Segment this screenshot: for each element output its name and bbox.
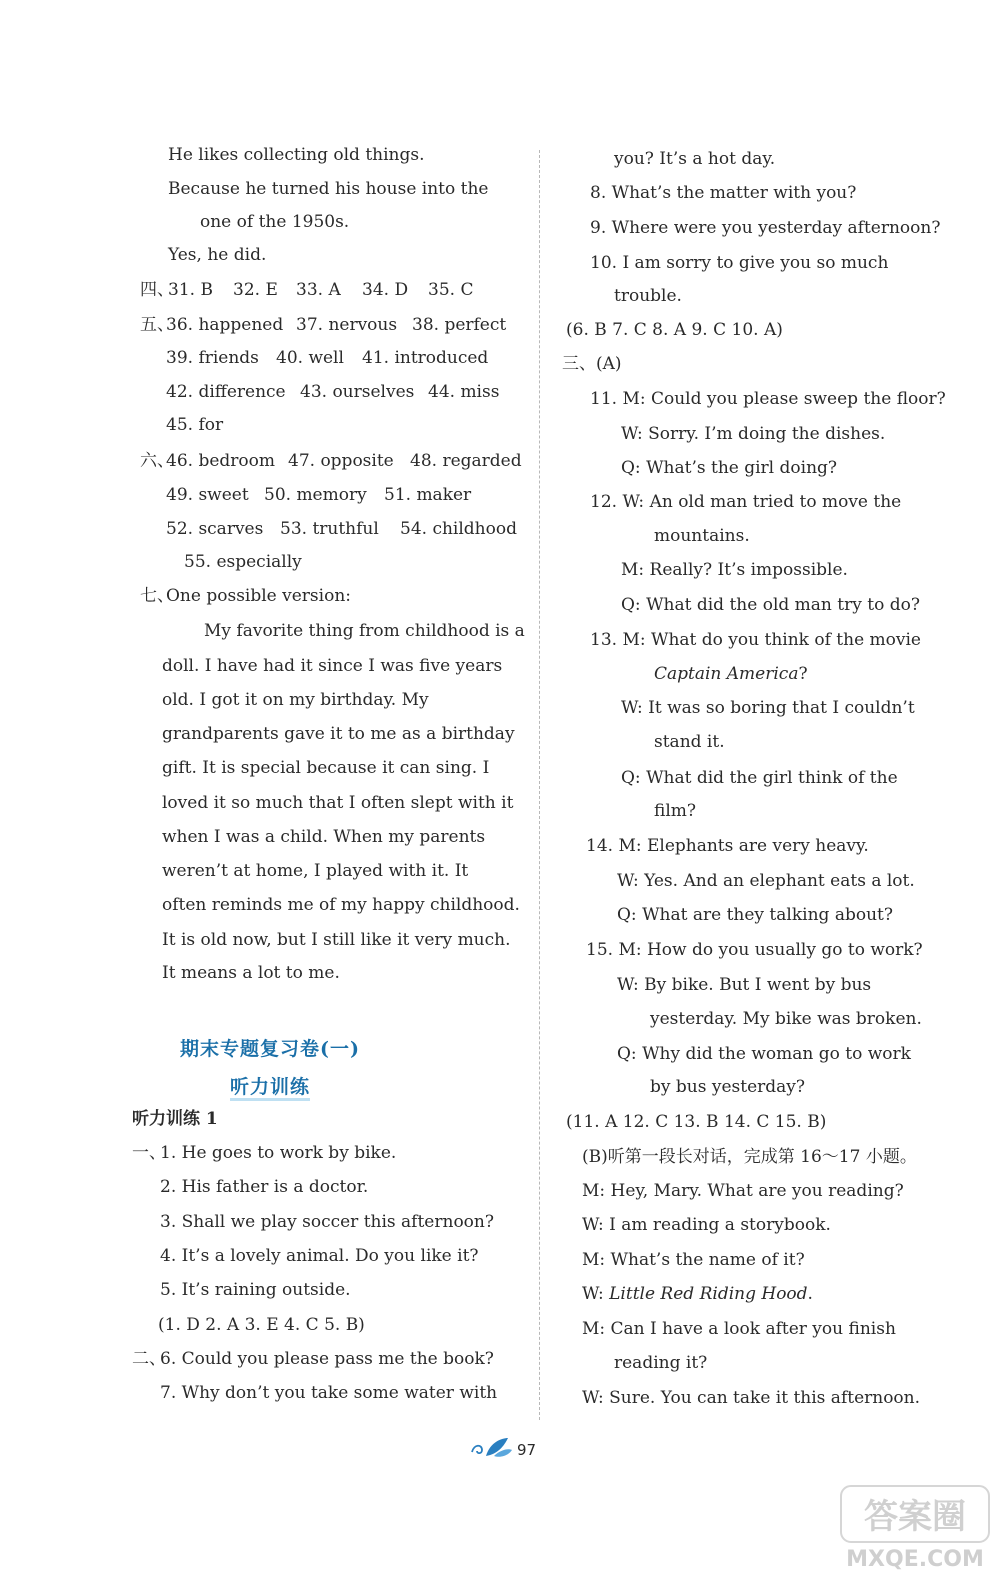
long-dialog-line: W: Little Red Riding Hood. [582,1284,813,1304]
answer-50: 50. memory [264,485,367,505]
dialog-15: Q: Why did the woman go to work [617,1044,911,1064]
answer-43: 43. ourselves [300,382,415,402]
dialog-14: W: Yes. And an elephant eats a lot. [617,871,915,891]
answer-46: 46. bedroom [166,451,275,471]
answer-31: 31. B [168,280,213,300]
key-6-10: (6. B 7. C 8. A 9. C 10. A) [566,320,783,340]
answer-29-line1: Because he turned his house into the [168,179,489,199]
answer-53: 53. truthful [280,519,379,539]
svg-text:MXQE.COM: MXQE.COM [846,1547,984,1572]
dialog-13: W: It was so boring that I couldn’t [621,698,915,718]
long-dialog-line: M: Hey, Mary. What are you reading? [582,1181,904,1201]
listening-label: 听力训练 1 [132,1109,218,1129]
long-dialog-line: W: I am reading a storybook. [582,1215,831,1235]
key-11-15: (11. A 12. C 13. B 14. C 15. B) [566,1112,827,1132]
answer-32: 32. E [233,280,278,300]
answer-52: 52. scarves [166,519,264,539]
part4-mark: 四、 [140,280,174,300]
answer-39: 39. friends [166,348,259,368]
part5-mark: 五、 [140,315,174,335]
answer-48: 48. regarded [410,451,522,471]
essay-line: My favorite thing from childhood is a [204,621,525,641]
dialog-14: 14. M: Elephants are very heavy. [586,836,869,856]
p1-item: 2. His father is a doctor. [160,1177,369,1197]
column-divider [539,150,540,1420]
part6-mark: 六、 [140,451,174,471]
part3-mark: 三、(A) [562,354,622,374]
essay-line: loved it so much that I often slept with it [162,793,514,813]
section-title: 期末专题复习卷(一) [180,1038,360,1060]
p1-key: (1. D 2. A 3. E 4. C 5. B) [158,1315,365,1335]
q7-continuation: you? It’s a hot day. [614,149,776,169]
p2-q6: 6. Could you please pass me the book? [160,1349,494,1369]
dialog-12: Q: What did the old man try to do? [621,595,920,615]
long-dialog-line: W: Sure. You can take it this afternoon. [582,1388,921,1408]
dialog-13: stand it. [654,732,725,752]
watermark-logo-icon [835,1482,995,1574]
answer-28: He likes collecting old things. [168,145,425,165]
part7-mark: 七、 [140,586,174,606]
answer-37: 37. nervous [296,315,398,335]
essay-line: doll. I have had it since I was five years [162,656,503,676]
dialog-13: Captain America? [654,664,808,684]
dialog-13: Q: What did the girl think of the [621,768,898,788]
answer-54: 54. childhood [400,519,517,539]
answer-42: 42. difference [166,382,286,402]
q8: 8. What’s the matter with you? [590,183,857,203]
answer-36: 36. happened [166,315,284,335]
essay-line: It means a lot to me. [162,963,340,983]
essay-line: old. I got it on my birthday. My [162,690,429,710]
essay-line: grandparents gave it to me as a birthday [162,724,515,744]
dialog-14: Q: What are they talking about? [617,905,893,925]
page-number: 97 [517,1441,537,1459]
dialog-11: W: Sorry. I’m doing the dishes. [621,424,886,444]
answer-44: 44. miss [428,382,500,402]
part7-label: One possible version: [166,586,351,606]
dialog-13: film? [654,801,697,821]
p2-q7: 7. Why don’t you take some water with [160,1383,498,1403]
essay-line: weren’t at home, I played with it. It [162,861,469,881]
p1-item: 3. Shall we play soccer this afternoon? [160,1212,494,1232]
essay-line: It is old now, but I still like it very much. [162,930,511,950]
essay-line: when I was a child. When my parents [162,827,486,847]
q10-line2: trouble. [614,286,682,306]
p1-item: 4. It’s a lovely animal. Do you like it? [160,1246,479,1266]
p1-item: 5. It’s raining outside. [160,1280,351,1300]
p2-mark: 二、 [132,1349,166,1369]
dialog-15: 15. M: How do you usually go to work? [586,940,923,960]
answer-34: 34. D [362,280,409,300]
dialog-11: Q: What’s the girl doing? [621,458,838,478]
dialog-15: yesterday. My bike was broken. [650,1009,922,1029]
answer-45: 45. for [166,415,224,435]
leaf-ornament-icon [468,1436,514,1460]
answer-38: 38. perfect [412,315,507,335]
book-title: Little Red Riding Hood [609,1284,808,1304]
answer-33: 33. A [296,280,341,300]
p1-mark: 一、 [132,1143,166,1163]
long-dialog-line: M: What’s the name of it? [582,1250,805,1270]
answer-49: 49. sweet [166,485,249,505]
section-subtitle: 听力训练 [0,1072,540,1099]
dialog-13: 13. M: What do you think of the movie [590,630,921,650]
answer-40: 40. well [276,348,344,368]
svg-text:答案圈: 答案圈 [864,1497,966,1537]
q9: 9. Where were you yesterday afternoon? [590,218,941,238]
essay-line: gift. It is special because it can sing. I [162,758,490,778]
answer-29-line2: one of the 1950s. [200,212,350,232]
answer-51: 51. maker [384,485,472,505]
answer-35: 35. C [428,280,474,300]
dialog-12: M: Really? It’s impossible. [621,560,848,580]
dialog-12: mountains. [654,526,750,546]
answer-47: 47. opposite [288,451,394,471]
answer-55: 55. especially [184,552,302,572]
movie-title: Captain America [654,664,799,684]
answer-41: 41. introduced [362,348,489,368]
p1-item: 1. He goes to work by bike. [160,1143,397,1163]
answer-30: Yes, he did. [168,245,267,265]
essay-line: often reminds me of my happy childhood. [162,895,520,915]
dialog-15: W: By bike. But I went by bus [617,975,872,995]
q10-line1: 10. I am sorry to give you so much [590,253,889,273]
dialog-12: 12. W: An old man tried to move the [590,492,902,512]
dialog-11: 11. M: Could you please sweep the floor? [590,389,946,409]
long-dialog-line: M: Can I have a look after you finish [582,1319,896,1339]
long-dialog-line: reading it? [614,1353,708,1373]
dialog-15: by bus yesterday? [650,1077,805,1097]
part-b-instruction: (B)听第一段长对话，完成第 16～17 小题。 [582,1147,917,1167]
